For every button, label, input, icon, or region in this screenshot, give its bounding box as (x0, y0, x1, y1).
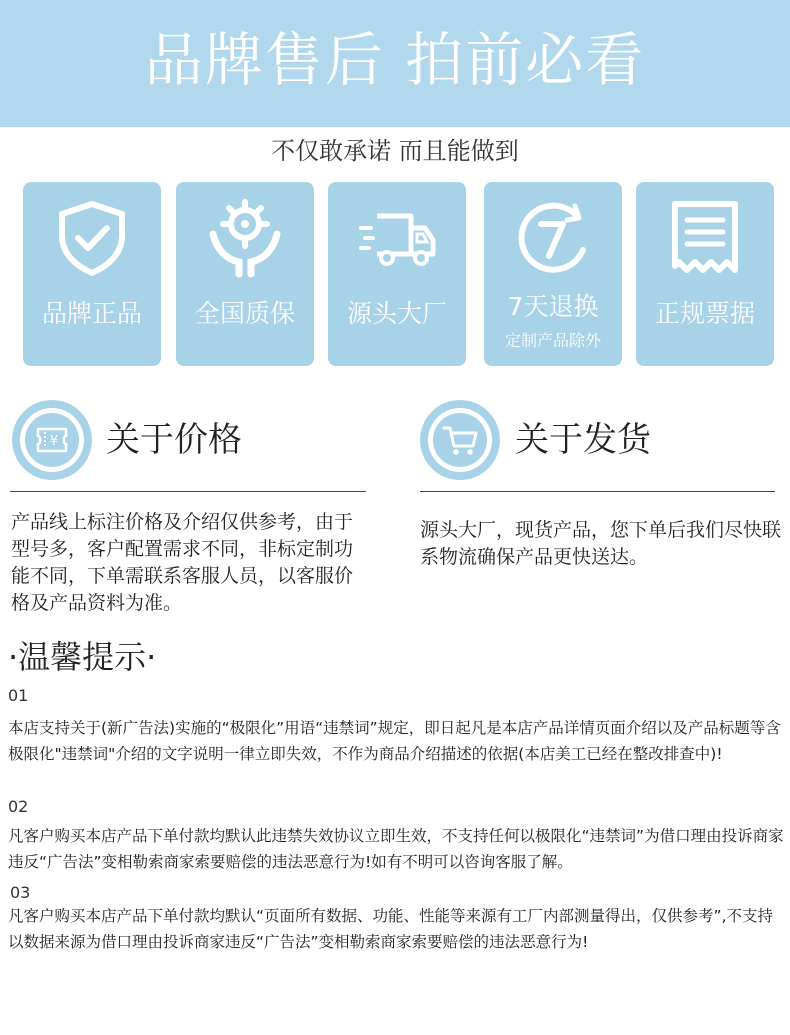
price-section-body: 产品线上标注价格及介绍仅供参考，由于型号多，客户配置需求不同，非标定制功能不同，下单需联系客服人员，以客服价格及产品资料为准。 (11, 511, 354, 614)
card-source-factory (328, 182, 466, 366)
shield-check-icon (52, 198, 132, 278)
tip-text: 凡客户购买本店产品下单付款均默认“页面所有数据、功能、性能等来源有工厂内部测量得出，仅供参考”,不支持以数据来源为借口理由投诉商家违反“广告法”变相勒索商家索要赔偿的违法恶意行为! (8, 907, 773, 951)
price-section-title: 关于价格 (106, 420, 242, 460)
card-label: 全国质保 (194, 299, 295, 328)
card-seven-day-return (484, 182, 622, 366)
gear-hand-icon (205, 198, 285, 278)
tip-text: 本店支持关于(新广告法)实施的“极限化”用语“违禁词”规定，即日起凡是本店产品详情页面介绍以及产品标题等含极限化"违禁词"介绍的文字说明一律立即失效，不作为商品介绍描述的依据(本店美工已经在整改排查中)! (8, 719, 781, 763)
price-ticket-icon (12, 400, 92, 480)
shipping-divider (420, 491, 775, 492)
card-label: 7天退换 (507, 292, 599, 321)
card-national-warranty (176, 182, 314, 366)
card-label: 品牌正品 (41, 299, 142, 328)
shopping-cart-icon (420, 400, 500, 480)
header-banner (0, 0, 790, 127)
shipping-section-title: 关于发货 (515, 420, 651, 460)
truck-icon (357, 198, 437, 278)
tip-number: 03 (10, 883, 31, 902)
subtitle: 不仅敢承诺 而且能做到 (271, 137, 519, 165)
card-sub-label: 定制产品除外 (504, 331, 601, 350)
tip-text: 凡客户购买本店产品下单付款均默认此违禁失效协议立即生效，不支持任何以极限化“违禁词”为借口理由投诉商家违反“广告法”变相勒索商家索要赔偿的违法恶意行为!如有不明可以咨询客服了解。 (8, 827, 784, 871)
price-divider (10, 491, 366, 492)
card-brand-genuine (23, 182, 161, 366)
seven-day-return-icon (513, 198, 593, 278)
card-label: 正规票据 (654, 299, 755, 328)
banner-title: 品牌售后 拍前必看 (144, 26, 646, 94)
tip-number: 01 (8, 686, 29, 705)
card-invoice (636, 182, 774, 366)
tip-number: 02 (8, 797, 29, 816)
receipt-icon (665, 198, 745, 278)
svg-text:¥: ¥ (49, 434, 59, 449)
card-label: 源头大厂 (346, 299, 447, 328)
shipping-section-body: 源头大厂，现货产品，您下单后我们尽快联系物流确保产品更快送达。 (420, 519, 782, 568)
tips-title: ·温馨提示· (8, 638, 157, 676)
